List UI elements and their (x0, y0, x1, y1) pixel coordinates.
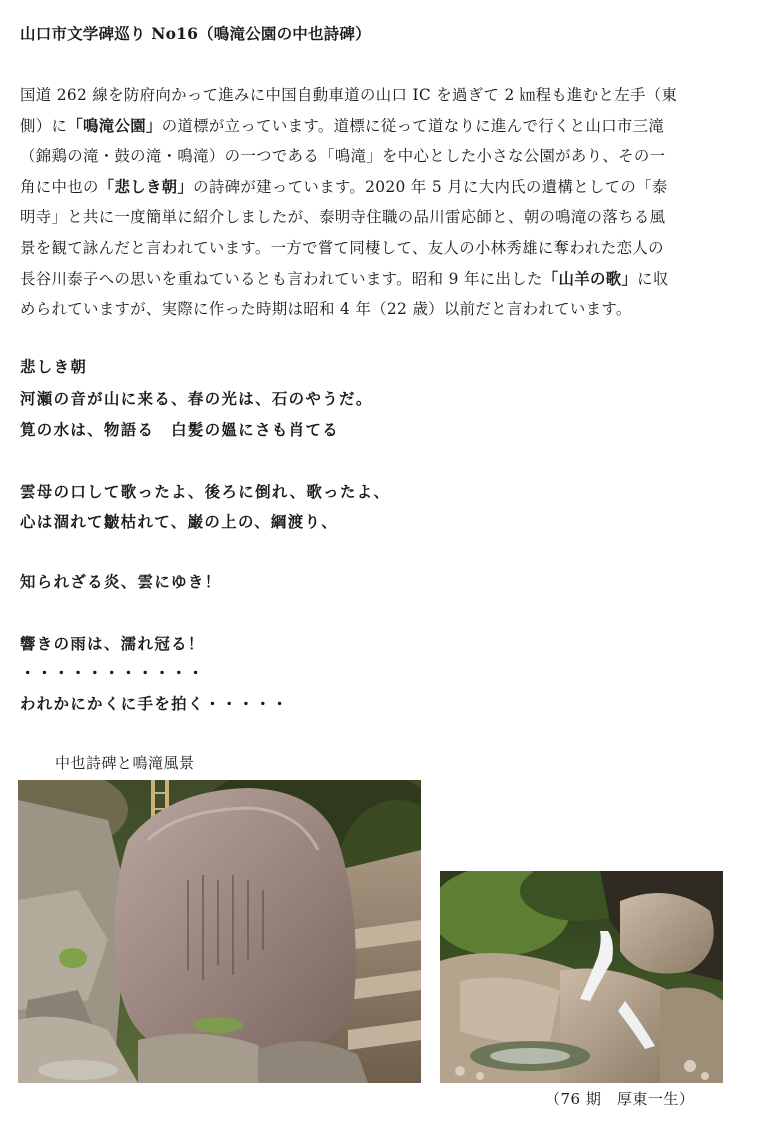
poem-ellipsis: ・・・・・・・・・・・ (20, 664, 205, 682)
body-text-span: 角に中也の (20, 177, 99, 196)
author-credit: （76 期 厚東一生） (545, 1090, 695, 1108)
poem-name-emphasis: 「悲しき朝」 (98, 177, 194, 196)
body-line: （錦鶏の滝・鼓の滝・鳴滝）の一つである「鳴滝」を中心とした小さな公園があり、その一 (20, 147, 666, 166)
poem-line: 河瀬の音が山に来る、春の光は、石のやうだ。 (20, 390, 373, 408)
poem-line: 雲母の口して歌ったよ、後ろに倒れ、歌ったよ、 (20, 483, 391, 501)
photo-caption: 中也詩碑と鳴滝風景 (55, 754, 195, 772)
poem-stone-photo (18, 780, 421, 1083)
poem-line: 響きの雨は、濡れ冠る！ (20, 635, 205, 653)
book-name-emphasis: 「山羊の歌」 (542, 269, 638, 288)
body-line (20, 111, 745, 142)
body-paragraph (20, 80, 745, 325)
park-name-emphasis: 「鳴滝公園」 (67, 116, 162, 135)
body-text-span: 側）に (20, 116, 68, 135)
body-line (20, 172, 745, 203)
page-title: 山口市文学碑巡り No16（鳴滝公園の中也詩碑） (20, 24, 371, 43)
body-line (20, 264, 745, 295)
body-text-span: の道標が立っています。道標に従って道なりに進んで行くと山口市三滝 (161, 116, 665, 135)
body-line: 明寺」と共に一度簡単に紹介しましたが、泰明寺住職の品川雷応師と、朝の鳴滝の落ちる風 (20, 208, 666, 227)
poem-line: 心は涸れて皺枯れて、巌の上の、綱渡り、 (20, 513, 339, 531)
body-line: められていますが、実際に作った時期は昭和 4 年（22 歳）以前だと言われています。 (20, 300, 632, 319)
waterfall-photo (440, 871, 723, 1083)
body-line: 国道 262 線を防府向かって進みに中国自動車道の山口 IC を過ぎて 2 ㎞程も進むと左手（東 (20, 86, 678, 104)
body-line: 景を観て詠んだと言われています。一方で嘗て同棲して、友人の小林秀雄に奪われた恋人の (20, 238, 664, 257)
poem-line: 筧の水は、物語る 白髪の媼にさも肖てる (20, 421, 340, 439)
body-text-span: の詩碑が建っています。2020 年 5 月に大内氏の遺構としての「泰 (193, 177, 668, 196)
body-text-span: 長谷川泰子への思いを重ねているとも言われています。昭和 9 年に出した (20, 269, 543, 288)
poem-line: 知られざる炎、雲にゆき！ (20, 573, 222, 591)
poem-line: われかにかくに手を拍く・・・・・ (20, 695, 289, 713)
poem-title: 悲しき朝 (20, 358, 88, 376)
body-text-span: に収 (637, 269, 669, 288)
